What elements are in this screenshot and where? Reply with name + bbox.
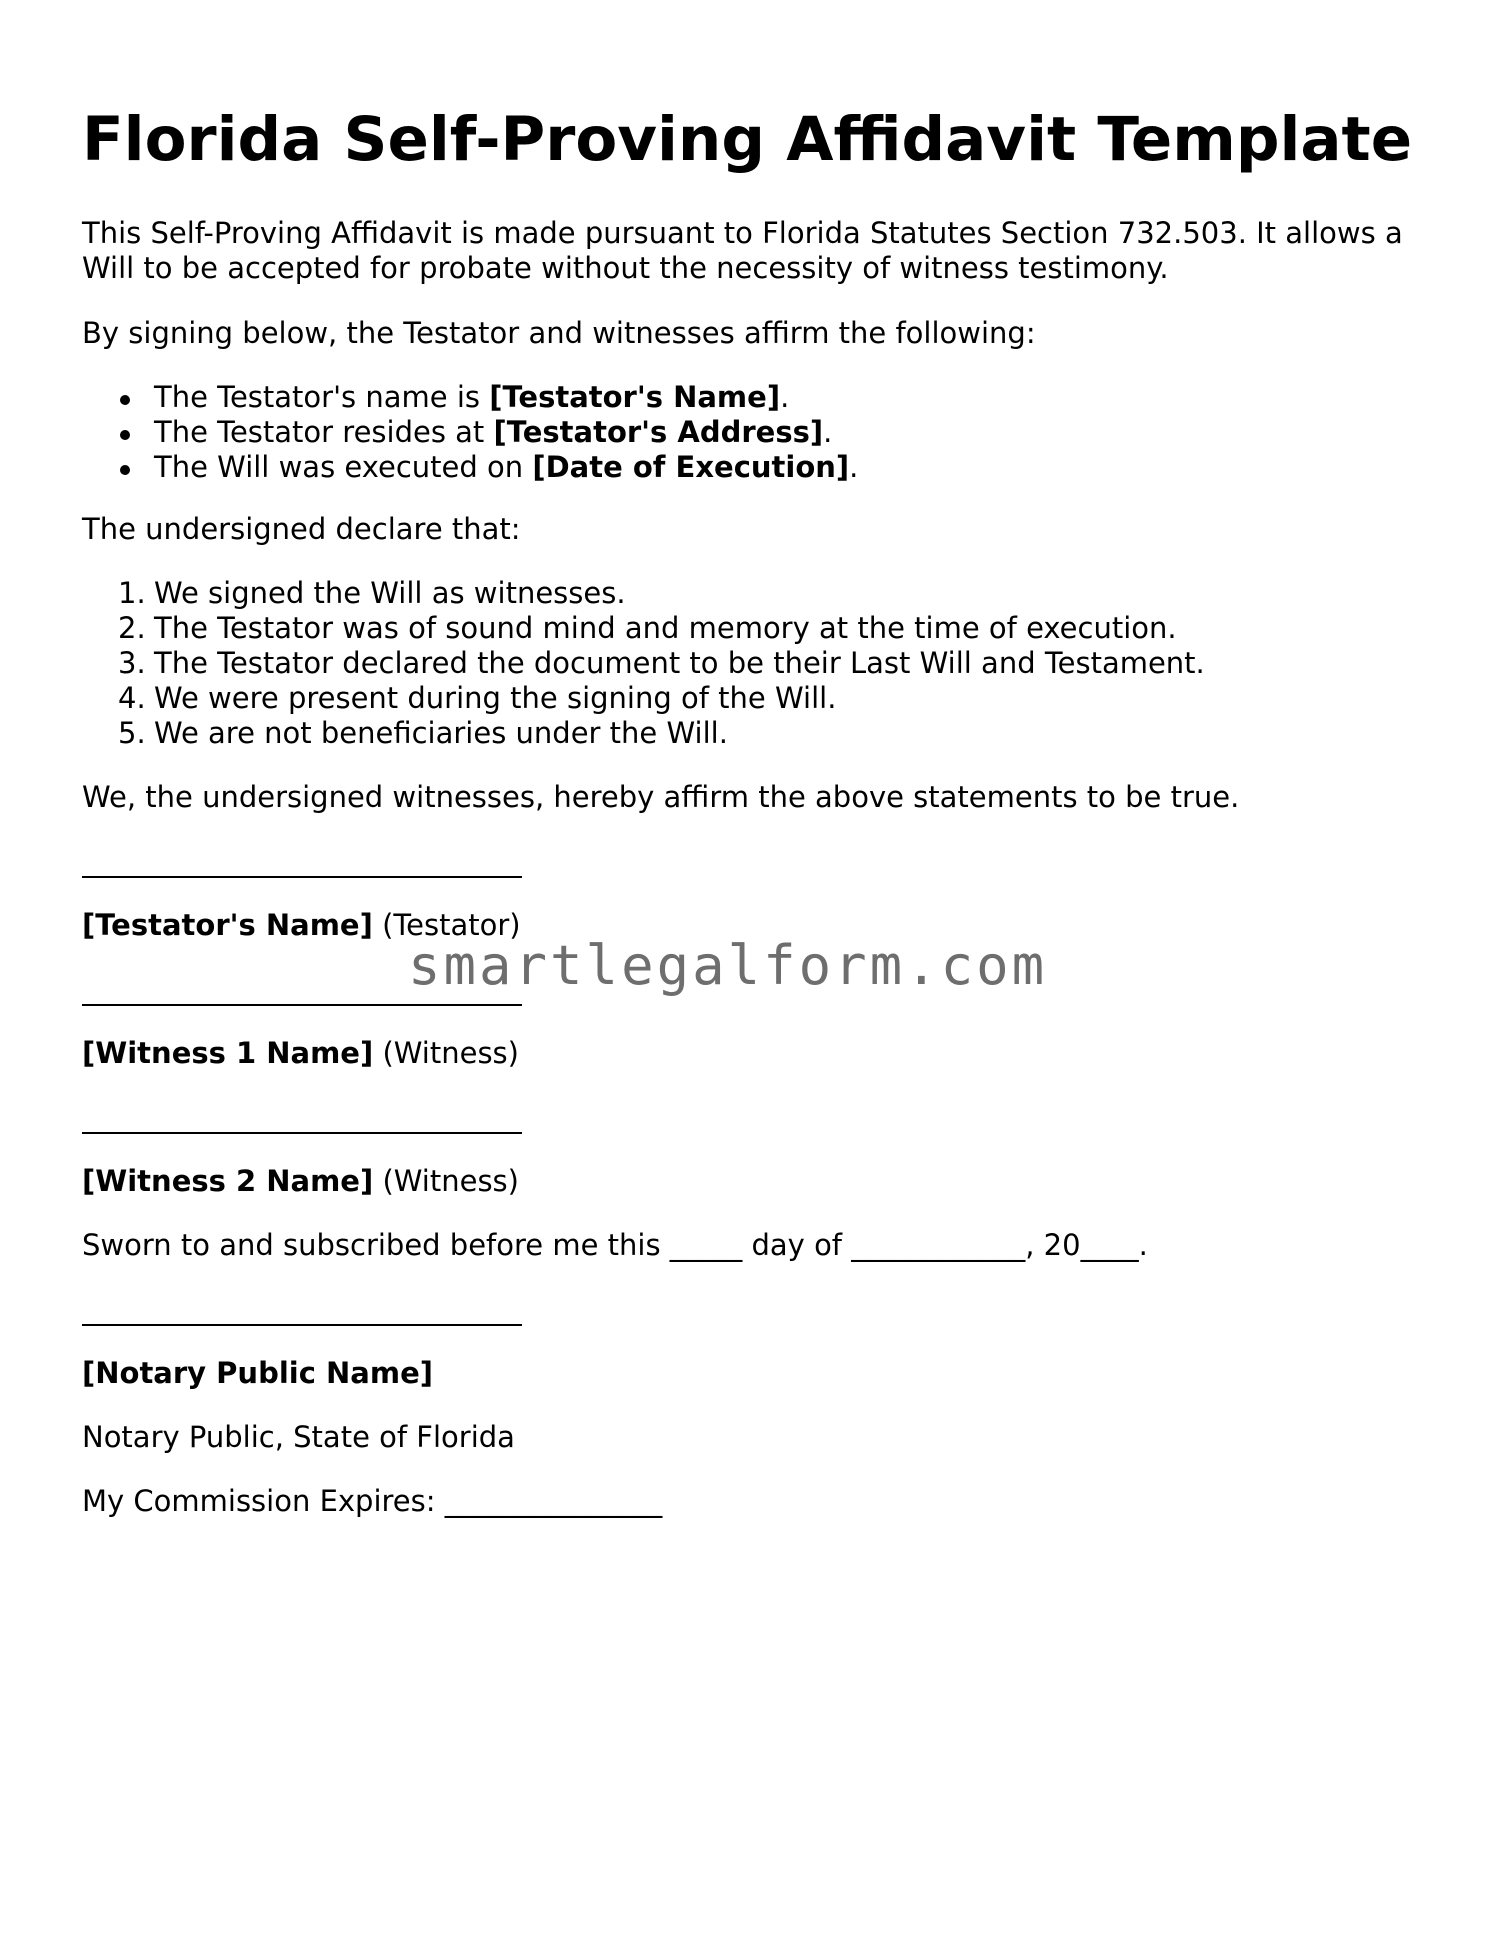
witness-2-signature-label: [Witness 2 Name] (Witness) (82, 1164, 519, 1198)
list-item: 5. We are not beneficiaries under the Will. (118, 716, 728, 750)
list-item: 2. The Testator was of sound mind and memory at the time of execution. (118, 611, 1177, 645)
watermark: smartlegalform.com (408, 934, 1048, 997)
sworn-statement: Sworn to and subscribed before me this _____ day of ____________, 20____. (82, 1228, 1148, 1262)
witness-1-signature-line (82, 1004, 522, 1006)
notary-title: Notary Public, State of Florida (82, 1420, 515, 1454)
placeholder-testator-address: [Testator's Address] (493, 415, 824, 449)
list-item: 3. The Testator declared the document to be their Last Will and Testament. (118, 646, 1205, 680)
intro-line-1: This Self-Proving Affidavit is made pursuant to Florida Statutes Section 732.503. It allows a (82, 216, 1403, 250)
intro-paragraph (82, 216, 1403, 286)
affirm-lead: By signing below, the Testator and witnesses affirm the following: (82, 316, 1036, 350)
list-item: The Testator's name is [Testator's Name]. (82, 380, 858, 415)
intro-line-2: Will to be accepted for probate without the necessity of witness testimony. (82, 251, 1169, 285)
witness-2-signature-line (82, 1132, 522, 1134)
affirm-statement: We, the undersigned witnesses, hereby affirm the above statements to be true. (82, 780, 1240, 814)
declarations-list (82, 576, 1205, 751)
list-item: The Testator resides at [Testator's Address]. (82, 415, 858, 450)
declare-lead: The undersigned declare that: (82, 512, 521, 546)
witness-1-signature-label: [Witness 1 Name] (Witness) (82, 1036, 519, 1070)
list-item: 4. We were present during the signing of the Will. (118, 681, 837, 715)
page-title: Florida Self-Proving Affidavit Template (82, 104, 1413, 175)
notary-signature-line (82, 1324, 522, 1326)
bullet-icon (120, 395, 130, 405)
facts-list (82, 380, 858, 485)
bullet-icon (120, 465, 130, 475)
notary-name: [Notary Public Name] (82, 1356, 433, 1390)
placeholder-date-of-execution: [Date of Execution] (532, 450, 850, 484)
testator-signature-line (82, 876, 522, 878)
bullet-icon (120, 430, 130, 440)
placeholder-testator-name: [Testator's Name] (489, 380, 781, 414)
list-item: 1. We signed the Will as witnesses. (118, 576, 626, 610)
list-item: The Will was executed on [Date of Execution]. (82, 450, 858, 485)
commission-expires: My Commission Expires: _______________ (82, 1484, 663, 1518)
testator-signature-label: [Testator's Name] (Testator) (82, 908, 521, 942)
